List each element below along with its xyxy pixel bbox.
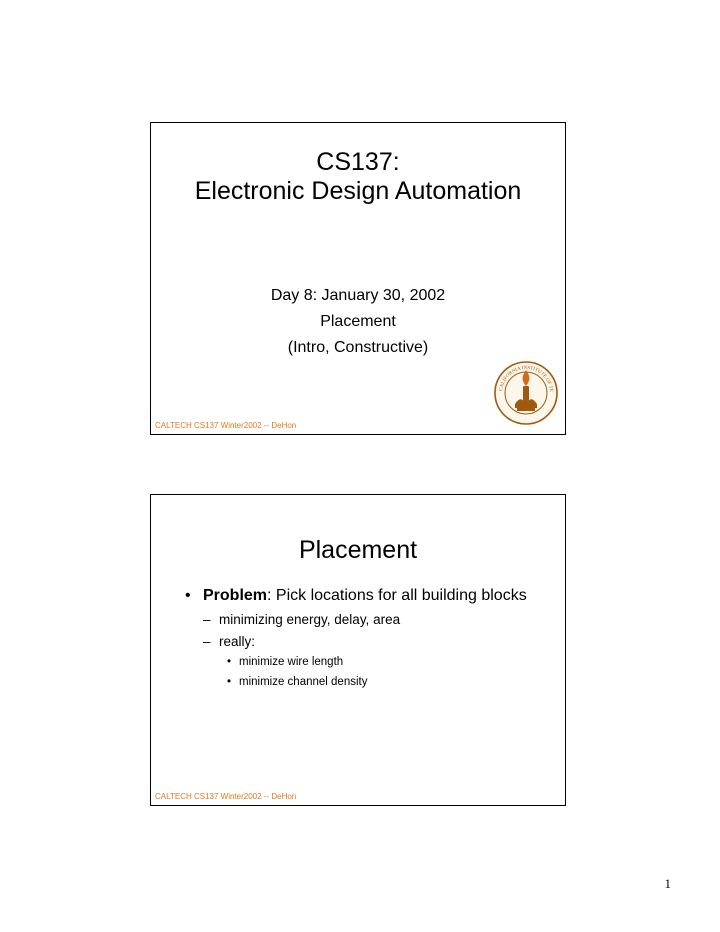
sub-sub-bullet-channel-density <box>183 674 545 691</box>
dash-mark: – <box>203 612 211 627</box>
page-number: 1 <box>664 876 671 891</box>
svg-text:CALIFORNIA INSTITUTE OF TECHNO: CALIFORNIA INSTITUTE OF TE <box>499 365 554 393</box>
sub-sub-bullet-wire-length <box>183 654 545 671</box>
sub-bullet-really <box>183 632 545 651</box>
slide-1-topic: Placement <box>320 313 396 330</box>
bullet-problem-text: : Pick locations for all building blocks <box>267 587 527 604</box>
slide-1-footer: CALTECH CS137 Winter2002 -- DeHon <box>155 421 297 430</box>
slide-2-bullet-list <box>183 585 545 691</box>
dash-mark: – <box>203 634 211 649</box>
caltech-seal-logo <box>493 360 559 426</box>
sub-sub-bullet-wire-length-text: minimize wire length <box>239 656 344 668</box>
bullet-mark: • <box>227 676 232 688</box>
slide-1-subtopic: (Intro, Constructive) <box>287 339 429 356</box>
sub-bullet-minimizing-text: minimizing energy, delay, area <box>219 612 401 627</box>
slide-1-title-line-1: CS137: <box>316 148 400 176</box>
slide-2-title: Placement <box>298 536 418 564</box>
bullet-mark: • <box>185 587 191 604</box>
bullet-mark: • <box>227 656 232 668</box>
sub-bullet-really-text: really: <box>219 634 256 649</box>
slide-1-title-line-2: Electronic Design Automation <box>194 177 522 205</box>
sub-sub-bullet-channel-density-text: minimize channel density <box>239 676 368 688</box>
slide-2 <box>150 494 566 806</box>
bullet-problem <box>183 585 545 606</box>
slide-1-date: Day 8: January 30, 2002 <box>270 287 446 304</box>
slide-1 <box>150 122 566 435</box>
bullet-problem-label: Problem <box>203 587 268 604</box>
sub-bullet-minimizing <box>183 610 545 629</box>
slide-2-footer: CALTECH CS137 Winter2002 -- DeHon <box>155 792 297 801</box>
